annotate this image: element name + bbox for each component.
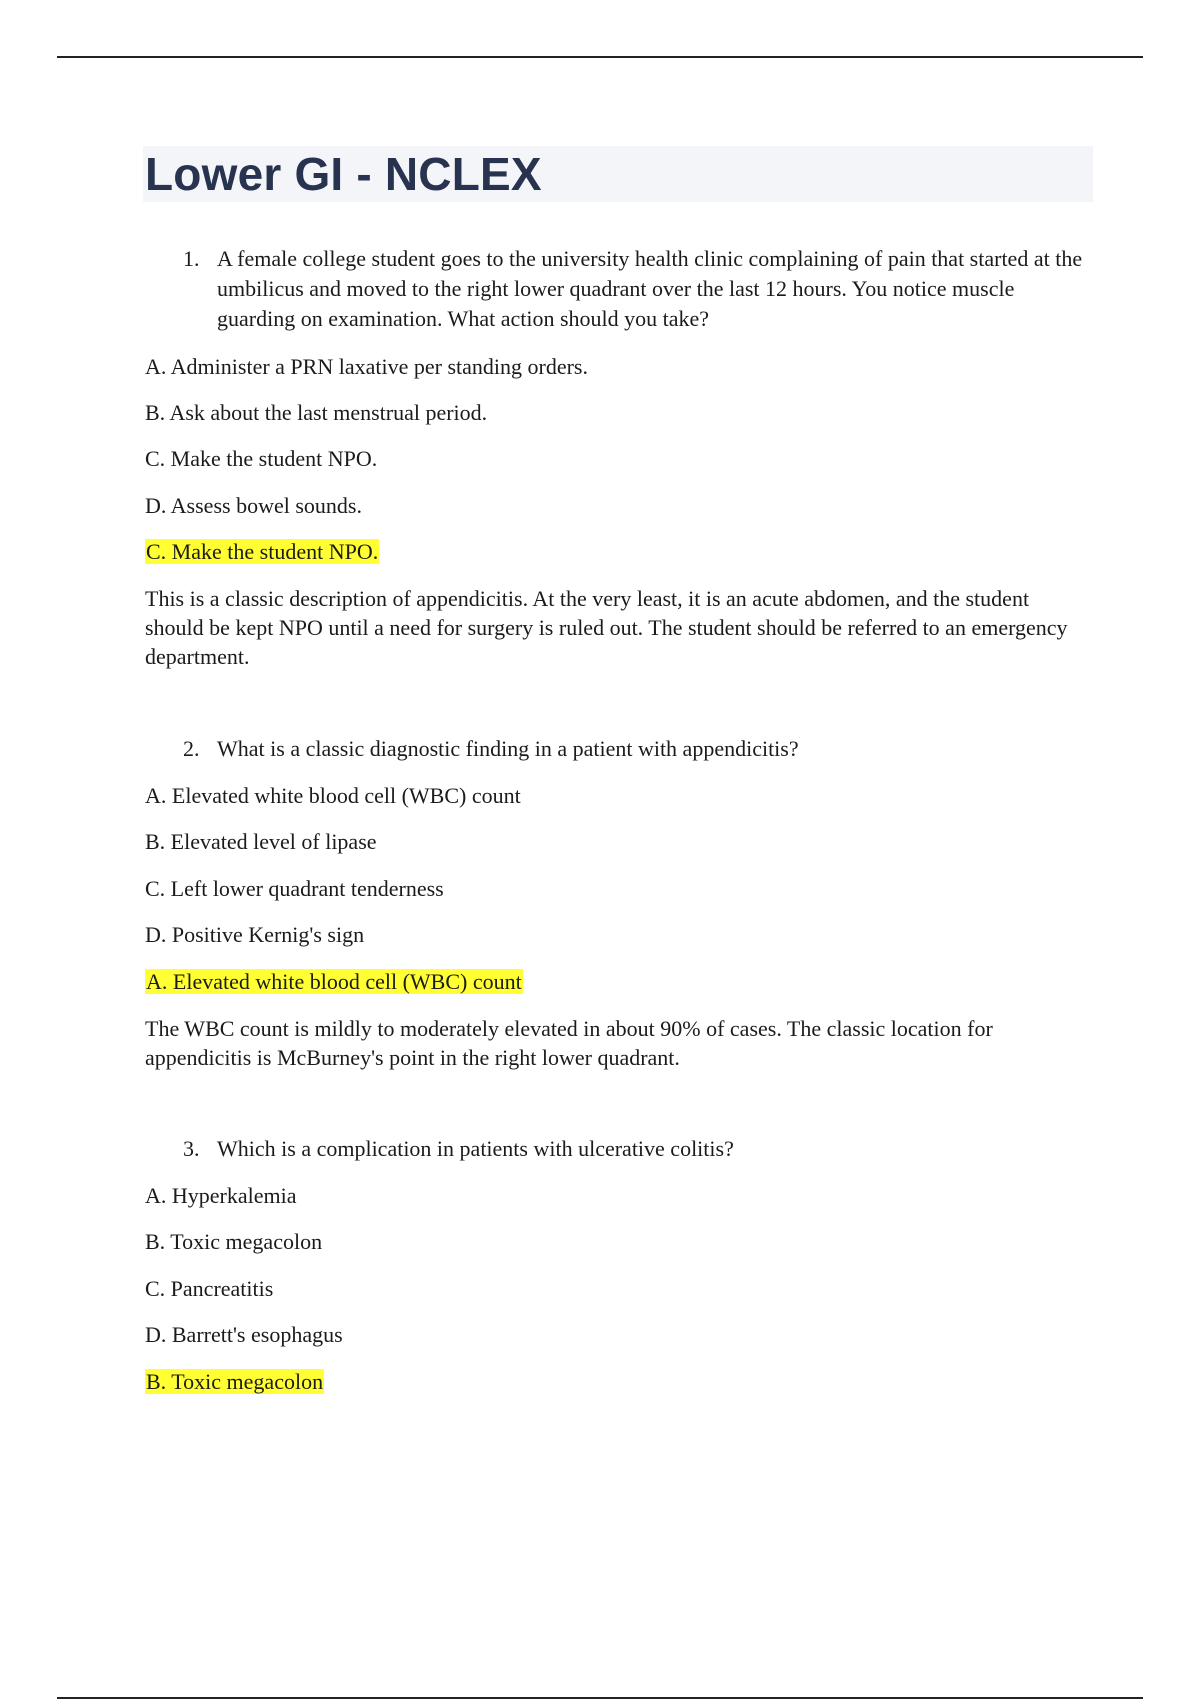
question-1-answer-line — [145, 537, 379, 567]
question-2-number: 2. — [183, 736, 200, 761]
question-1-stem: A female college student goes to the university health clinic complaining of pain that started at the umbilicus and moved to the right lower quadrant over the last 12 hours. You notice muscle guarding on examination. What action should you take? — [217, 246, 1083, 331]
question-1-option-d: D. Assess bowel sounds. — [145, 493, 362, 518]
page-top-rule — [57, 56, 1143, 58]
question-3-stem: Which is a complication in patients with ulcerative colitis? — [217, 1136, 734, 1161]
question-2-option-c: C. Left lower quadrant tenderness — [145, 876, 444, 901]
question-1-answer-highlight: C. Make the student NPO. — [146, 539, 379, 564]
question-3-option-d: D. Barrett's esophagus — [145, 1322, 343, 1347]
question-1-rationale: This is a classic description of appendicitis. At the very least, it is an acute abdomen, and the student should be kept NPO until a need for surgery is ruled out. The student should be referred to an emergency department. — [145, 586, 1068, 669]
question-3-answer-line — [145, 1367, 324, 1397]
question-3-number: 3. — [183, 1136, 200, 1161]
question-2-rationale: The WBC count is mildly to moderately elevated in about 90% of cases. The classic location for appendicitis is McBurney's point in the right lower quadrant. — [145, 1016, 993, 1070]
page-bottom-rule — [57, 1697, 1143, 1699]
question-2-answer-highlight: A. Elevated white blood cell (WBC) count — [146, 969, 522, 994]
question-3-option-a: A. Hyperkalemia — [145, 1183, 297, 1208]
question-3-answer-highlight: B. Toxic megacolon — [146, 1369, 324, 1394]
question-2-option-a: A. Elevated white blood cell (WBC) count — [145, 783, 521, 808]
question-2-option-d: D. Positive Kernig's sign — [145, 922, 365, 947]
question-1-option-b: B. Ask about the last menstrual period. — [145, 400, 488, 425]
question-1-option-a: A. Administer a PRN laxative per standing orders. — [145, 354, 588, 379]
title-band — [143, 146, 1093, 202]
question-2-option-b: B. Elevated level of lipase — [145, 829, 377, 854]
question-3-option-c: C. Pancreatitis — [145, 1276, 274, 1301]
question-2-answer-line — [145, 967, 523, 997]
question-3-option-b: B. Toxic megacolon — [145, 1229, 323, 1254]
question-2-stem: What is a classic diagnostic finding in a patient with appendicitis? — [217, 736, 799, 761]
question-1-number: 1. — [183, 246, 200, 271]
page-title: Lower GI - NCLEX — [145, 148, 542, 200]
question-1-option-c: C. Make the student NPO. — [145, 446, 378, 471]
